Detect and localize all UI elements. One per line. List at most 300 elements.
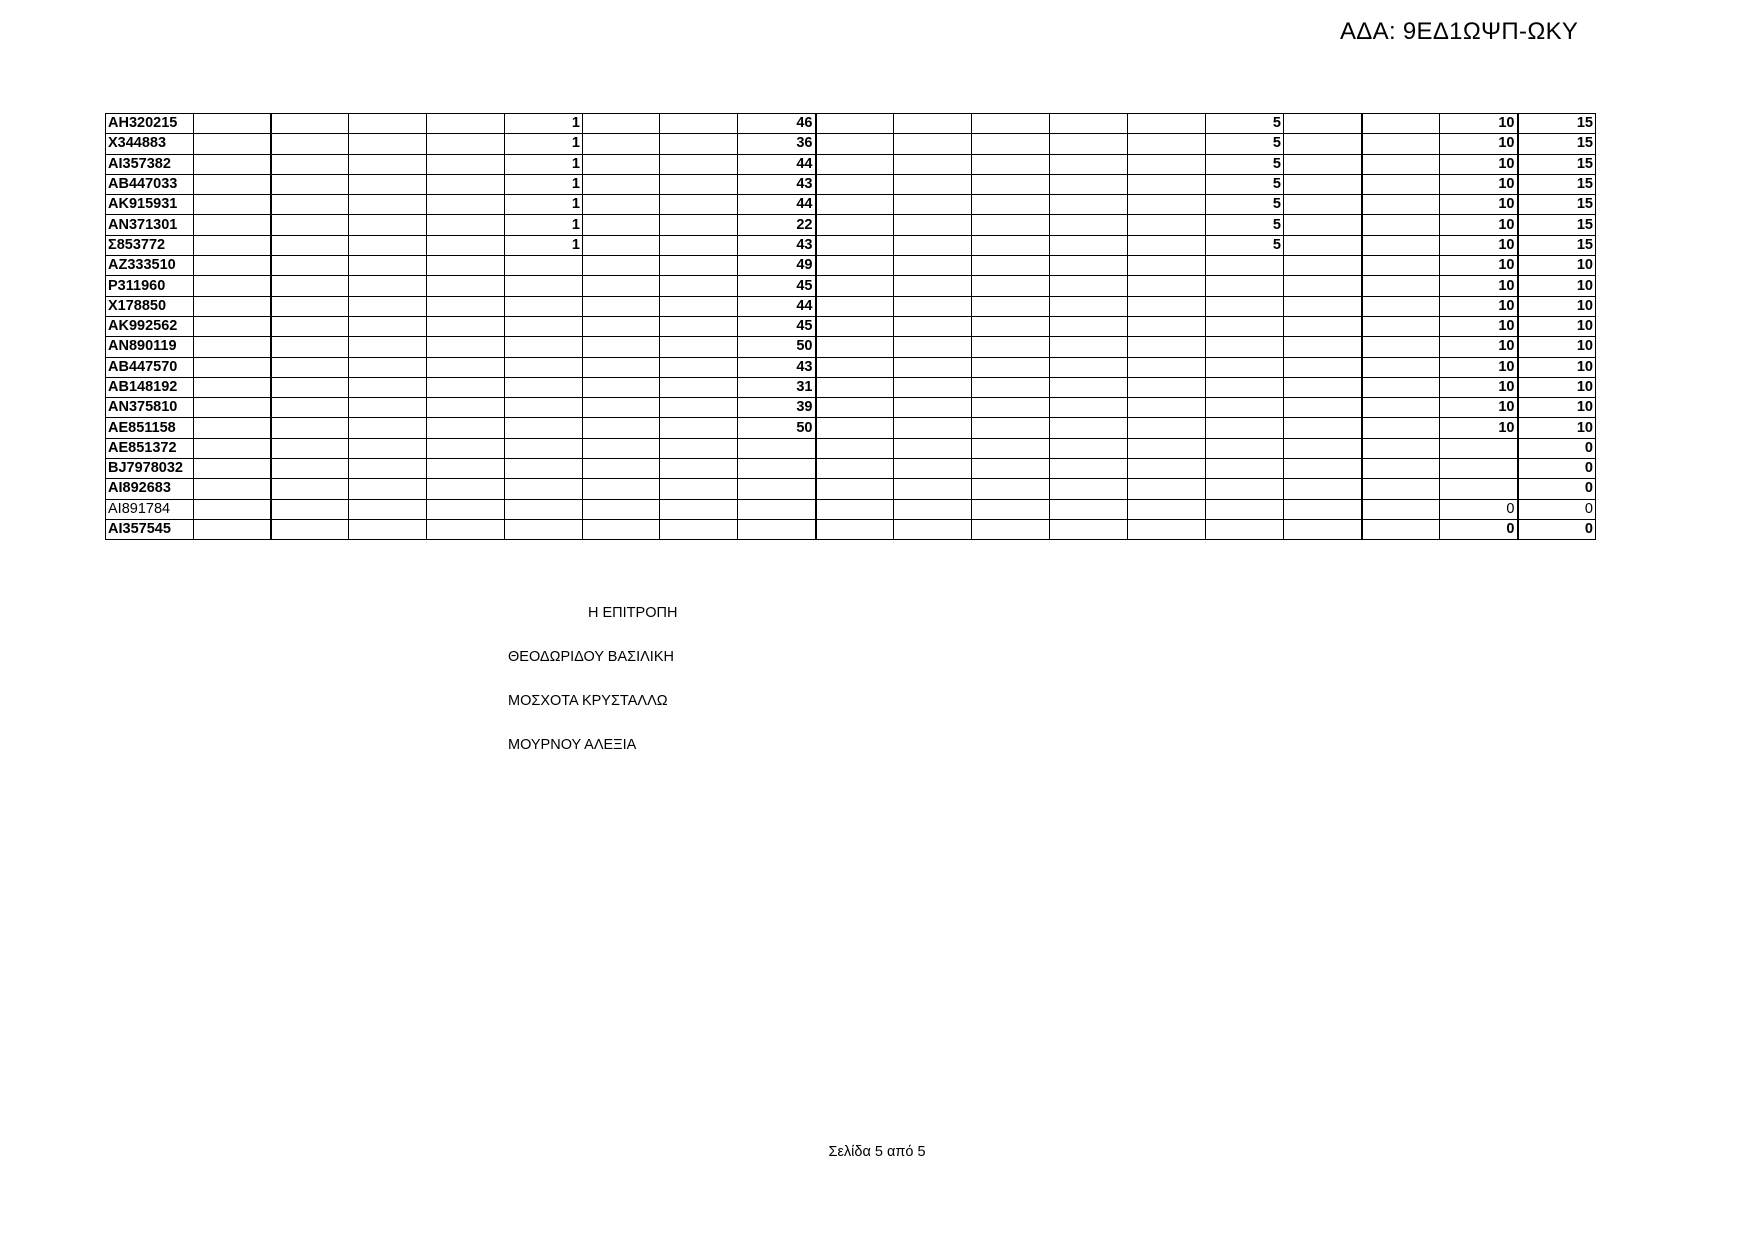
cell-c18: 10: [1518, 316, 1596, 336]
cell: [1128, 316, 1206, 336]
table-row: [106, 215, 1596, 235]
cell-c17: 10: [1440, 154, 1518, 174]
committee-title: Η ΕΠΙΤΡΟΠΗ: [588, 605, 678, 621]
cell-c5: [505, 337, 583, 357]
cell-c17: 0: [1440, 519, 1518, 539]
cell-c17: 10: [1440, 195, 1518, 215]
cell: [583, 418, 660, 438]
cell: [1284, 215, 1362, 235]
cell: [427, 235, 505, 255]
cell-c14: [1206, 519, 1284, 539]
cell: [1362, 377, 1440, 397]
cell: [972, 134, 1050, 154]
cell: [271, 256, 349, 276]
cell-c8: 46: [738, 114, 816, 134]
cell: [583, 357, 660, 377]
cell: [1284, 316, 1362, 336]
cell: [972, 316, 1050, 336]
cell: [972, 438, 1050, 458]
cell-c5: [505, 438, 583, 458]
page-number: Σελίδα 5 από 5: [828, 1144, 926, 1160]
cell-c8: 31: [738, 377, 816, 397]
cell-c8: 49: [738, 256, 816, 276]
cell: [427, 438, 505, 458]
cell-id: AE851158: [106, 418, 194, 438]
cell-c8: 50: [738, 418, 816, 438]
cell: [894, 154, 972, 174]
cell: [1284, 459, 1362, 479]
scores-table: [105, 113, 1596, 540]
cell-c8: 43: [738, 235, 816, 255]
cell: [349, 479, 427, 499]
cell: [972, 256, 1050, 276]
cell: [894, 316, 972, 336]
cell: [1050, 459, 1128, 479]
cell: [194, 296, 271, 316]
cell: [894, 499, 972, 519]
cell: [1284, 418, 1362, 438]
cell-id: AH320215: [106, 114, 194, 134]
cell-c17: 10: [1440, 215, 1518, 235]
table-row: [106, 114, 1596, 134]
cell: [583, 296, 660, 316]
cell-c14: [1206, 499, 1284, 519]
cell: [1284, 398, 1362, 418]
cell: [1128, 499, 1206, 519]
cell: [972, 276, 1050, 296]
cell: [1128, 479, 1206, 499]
cell: [816, 256, 894, 276]
cell: [427, 418, 505, 438]
cell: [1362, 114, 1440, 134]
cell-c17: 10: [1440, 296, 1518, 316]
table-row: [106, 337, 1596, 357]
cell: [660, 296, 738, 316]
cell: [271, 276, 349, 296]
cell-c14: [1206, 459, 1284, 479]
cell-c17: 0: [1440, 499, 1518, 519]
cell: [816, 174, 894, 194]
cell-c8: 43: [738, 357, 816, 377]
cell: [194, 195, 271, 215]
cell-id: X178850: [106, 296, 194, 316]
cell-id: AI892683: [106, 479, 194, 499]
cell-id: AI891784: [106, 499, 194, 519]
table-row: [106, 377, 1596, 397]
cell-c17: 10: [1440, 357, 1518, 377]
cell: [349, 114, 427, 134]
cell: [660, 357, 738, 377]
cell: [1128, 276, 1206, 296]
cell: [1284, 337, 1362, 357]
cell-c8: 44: [738, 296, 816, 316]
cell: [1128, 154, 1206, 174]
cell-c17: [1440, 459, 1518, 479]
cell: [660, 195, 738, 215]
cell: [816, 499, 894, 519]
cell: [194, 256, 271, 276]
cell: [1362, 276, 1440, 296]
cell: [1362, 316, 1440, 336]
cell-c17: 10: [1440, 235, 1518, 255]
cell: [271, 316, 349, 336]
cell: [894, 256, 972, 276]
cell-c17: 10: [1440, 276, 1518, 296]
cell: [427, 499, 505, 519]
cell: [1284, 174, 1362, 194]
cell: [427, 357, 505, 377]
cell: [816, 438, 894, 458]
cell: [660, 174, 738, 194]
cell: [271, 499, 349, 519]
cell-c14: [1206, 438, 1284, 458]
cell: [271, 296, 349, 316]
cell-c5: [505, 479, 583, 499]
cell: [1128, 438, 1206, 458]
cell-id: Σ853772: [106, 235, 194, 255]
cell: [816, 337, 894, 357]
cell: [1284, 195, 1362, 215]
cell-c8: 45: [738, 316, 816, 336]
cell: [1050, 235, 1128, 255]
table-row: [106, 357, 1596, 377]
cell: [816, 276, 894, 296]
cell: [1284, 296, 1362, 316]
cell: [194, 337, 271, 357]
cell: [894, 195, 972, 215]
cell-id: AZ333510: [106, 256, 194, 276]
cell: [972, 215, 1050, 235]
cell: [427, 337, 505, 357]
cell: [972, 154, 1050, 174]
cell-id: AB148192: [106, 377, 194, 397]
cell-c17: 10: [1440, 337, 1518, 357]
cell: [271, 195, 349, 215]
cell-c14: [1206, 398, 1284, 418]
cell-c5: [505, 398, 583, 418]
cell: [660, 418, 738, 438]
cell-c18: 10: [1518, 377, 1596, 397]
cell-c18: 10: [1518, 337, 1596, 357]
cell: [1128, 235, 1206, 255]
cell-id: X344883: [106, 134, 194, 154]
cell: [271, 134, 349, 154]
table-row: [106, 479, 1596, 499]
cell: [194, 499, 271, 519]
cell: [816, 418, 894, 438]
cell: [1050, 337, 1128, 357]
committee-member-2: ΜΟΣΧΟΤΑ ΚΡΥΣΤΑΛΛΩ: [508, 693, 668, 709]
cell-c14: [1206, 418, 1284, 438]
cell: [972, 114, 1050, 134]
cell: [894, 357, 972, 377]
cell-c5: 1: [505, 215, 583, 235]
cell: [1050, 114, 1128, 134]
cell: [894, 479, 972, 499]
cell: [1128, 174, 1206, 194]
cell: [1128, 418, 1206, 438]
cell: [660, 276, 738, 296]
cell: [1284, 499, 1362, 519]
cell-c8: 44: [738, 195, 816, 215]
cell: [271, 337, 349, 357]
cell: [1050, 215, 1128, 235]
committee-member-3: ΜΟΥΡΝΟΥ ΑΛΕΞΙΑ: [508, 737, 637, 753]
cell: [349, 134, 427, 154]
cell: [660, 215, 738, 235]
cell: [1128, 519, 1206, 539]
cell: [1362, 418, 1440, 438]
cell: [1362, 215, 1440, 235]
cell: [1050, 174, 1128, 194]
cell: [816, 154, 894, 174]
cell: [427, 256, 505, 276]
cell-c18: 10: [1518, 296, 1596, 316]
cell-c17: 10: [1440, 114, 1518, 134]
cell: [271, 398, 349, 418]
cell-c18: 15: [1518, 195, 1596, 215]
cell-c8: [738, 479, 816, 499]
cell: [194, 519, 271, 539]
cell: [972, 195, 1050, 215]
cell: [816, 296, 894, 316]
cell-id: AB447033: [106, 174, 194, 194]
cell: [816, 316, 894, 336]
cell: [1284, 256, 1362, 276]
cell: [349, 357, 427, 377]
table-row: [106, 499, 1596, 519]
cell: [349, 195, 427, 215]
cell-c18: 0: [1518, 519, 1596, 539]
cell-c14: [1206, 357, 1284, 377]
cell: [1362, 398, 1440, 418]
cell: [1050, 438, 1128, 458]
cell-c17: 10: [1440, 174, 1518, 194]
cell-c14: [1206, 316, 1284, 336]
ada-code: ΑΔΑ: 9ΕΔ1ΩΨΠ-ΩΚΥ: [1340, 18, 1579, 45]
cell-c14: [1206, 337, 1284, 357]
cell: [1050, 519, 1128, 539]
cell: [972, 398, 1050, 418]
cell: [427, 276, 505, 296]
cell: [583, 337, 660, 357]
cell: [1362, 438, 1440, 458]
cell: [816, 398, 894, 418]
cell: [894, 398, 972, 418]
cell-c8: 36: [738, 134, 816, 154]
cell: [271, 114, 349, 134]
cell: [427, 174, 505, 194]
cell: [1128, 337, 1206, 357]
cell: [1050, 316, 1128, 336]
cell-c18: 10: [1518, 256, 1596, 276]
cell-c5: 1: [505, 174, 583, 194]
cell-c8: 50: [738, 337, 816, 357]
cell: [1284, 438, 1362, 458]
cell-c14: 5: [1206, 114, 1284, 134]
cell: [894, 459, 972, 479]
cell: [816, 519, 894, 539]
cell: [271, 215, 349, 235]
cell: [816, 215, 894, 235]
cell: [660, 519, 738, 539]
cell-c14: 5: [1206, 134, 1284, 154]
cell-c18: 15: [1518, 114, 1596, 134]
cell: [271, 154, 349, 174]
cell: [427, 316, 505, 336]
cell-c5: [505, 377, 583, 397]
cell: [194, 418, 271, 438]
cell: [660, 337, 738, 357]
cell-c8: 44: [738, 154, 816, 174]
cell: [660, 438, 738, 458]
cell: [972, 499, 1050, 519]
cell: [660, 256, 738, 276]
cell: [427, 195, 505, 215]
cell-c5: [505, 519, 583, 539]
cell: [583, 235, 660, 255]
cell: [349, 499, 427, 519]
cell-c8: 43: [738, 174, 816, 194]
cell: [349, 337, 427, 357]
cell: [583, 438, 660, 458]
cell-c5: [505, 418, 583, 438]
cell-id: BJ7978032: [106, 459, 194, 479]
table-row: [106, 459, 1596, 479]
cell: [1050, 479, 1128, 499]
cell: [1362, 174, 1440, 194]
cell: [194, 276, 271, 296]
cell-id: P311960: [106, 276, 194, 296]
cell-c18: 10: [1518, 357, 1596, 377]
cell-c14: [1206, 256, 1284, 276]
cell: [972, 337, 1050, 357]
cell: [894, 215, 972, 235]
cell: [1128, 459, 1206, 479]
cell: [427, 296, 505, 316]
cell: [1284, 235, 1362, 255]
cell-c5: [505, 459, 583, 479]
cell: [1284, 134, 1362, 154]
cell: [427, 479, 505, 499]
cell: [816, 459, 894, 479]
cell: [1362, 256, 1440, 276]
cell: [972, 174, 1050, 194]
cell: [972, 519, 1050, 539]
cell: [271, 519, 349, 539]
cell: [1128, 357, 1206, 377]
cell-c18: 15: [1518, 174, 1596, 194]
cell: [583, 114, 660, 134]
cell-c17: 10: [1440, 316, 1518, 336]
cell: [194, 316, 271, 336]
committee-member-1: ΘΕΟΔΩΡΙΔΟΥ ΒΑΣΙΛΙΚΗ: [508, 649, 674, 665]
cell: [1050, 195, 1128, 215]
cell: [1284, 377, 1362, 397]
cell: [660, 377, 738, 397]
cell: [894, 134, 972, 154]
cell: [271, 357, 349, 377]
cell: [1050, 154, 1128, 174]
cell: [349, 438, 427, 458]
cell: [349, 296, 427, 316]
cell: [194, 459, 271, 479]
cell-c14: [1206, 377, 1284, 397]
cell: [972, 377, 1050, 397]
cell: [660, 479, 738, 499]
cell-c14: 5: [1206, 235, 1284, 255]
cell-c5: [505, 316, 583, 336]
cell: [349, 398, 427, 418]
cell-c5: 1: [505, 114, 583, 134]
table-row: [106, 316, 1596, 336]
table-row: [106, 195, 1596, 215]
cell-c5: 1: [505, 154, 583, 174]
cell-c8: [738, 519, 816, 539]
cell: [894, 519, 972, 539]
cell-c17: [1440, 479, 1518, 499]
cell: [816, 357, 894, 377]
cell: [894, 296, 972, 316]
cell-c14: [1206, 296, 1284, 316]
cell: [271, 459, 349, 479]
cell-c17: 10: [1440, 377, 1518, 397]
cell: [583, 377, 660, 397]
cell: [349, 154, 427, 174]
cell: [194, 479, 271, 499]
cell: [427, 114, 505, 134]
cell: [349, 316, 427, 336]
cell: [894, 337, 972, 357]
cell: [1128, 377, 1206, 397]
cell: [1362, 195, 1440, 215]
cell: [271, 174, 349, 194]
cell-c5: 1: [505, 195, 583, 215]
cell: [349, 276, 427, 296]
cell: [427, 215, 505, 235]
cell: [583, 134, 660, 154]
table-row: [106, 438, 1596, 458]
cell: [1362, 235, 1440, 255]
cell: [194, 235, 271, 255]
cell-c18: 10: [1518, 418, 1596, 438]
cell: [194, 357, 271, 377]
cell: [660, 154, 738, 174]
cell: [583, 459, 660, 479]
cell: [427, 154, 505, 174]
cell-c18: 15: [1518, 235, 1596, 255]
cell: [194, 114, 271, 134]
cell: [349, 519, 427, 539]
cell: [660, 235, 738, 255]
cell: [1284, 519, 1362, 539]
cell-c5: [505, 276, 583, 296]
cell: [1128, 256, 1206, 276]
cell: [583, 215, 660, 235]
cell: [972, 418, 1050, 438]
cell: [194, 398, 271, 418]
cell: [271, 377, 349, 397]
cell-c8: 45: [738, 276, 816, 296]
cell: [349, 174, 427, 194]
cell: [194, 215, 271, 235]
cell: [816, 134, 894, 154]
cell: [1362, 357, 1440, 377]
cell: [816, 235, 894, 255]
table-row: [106, 519, 1596, 539]
cell: [1284, 154, 1362, 174]
cell-c18: 15: [1518, 215, 1596, 235]
